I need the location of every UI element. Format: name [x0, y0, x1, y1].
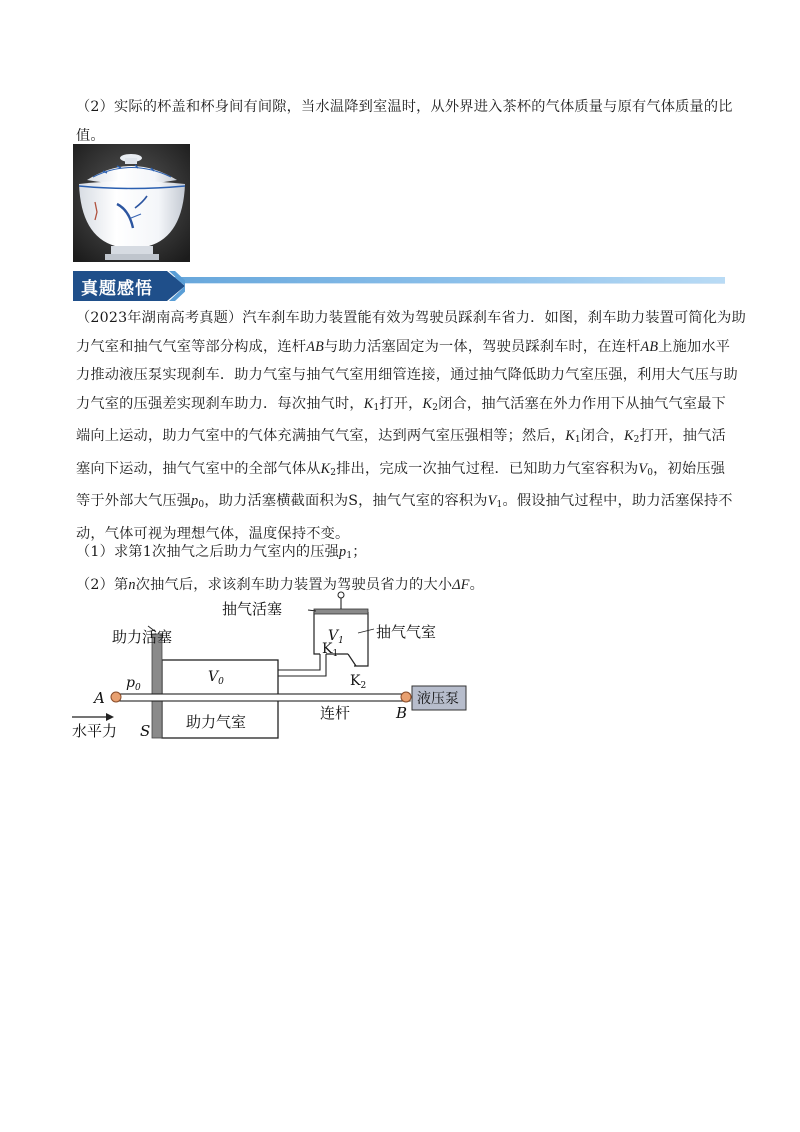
- brake-booster-diagram: [58, 588, 478, 748]
- problem-line: 塞向下运动，抽气气室中的全部气体从$K_2$排出，完成一次抽气过程．已知助力气室容积为$V_0$，初始压强: [76, 460, 726, 478]
- label-booster-chamber: 助力气室: [186, 713, 247, 731]
- problem-line: 力气室的压强差实现刹车助力．每次抽气时，$K_1$打开，$K_2$闭合，抽气活塞在外力作用下从抽气气室最下: [76, 395, 726, 413]
- point-a-ball: [111, 692, 121, 702]
- label-p0-sub: 0: [134, 683, 141, 693]
- problem-line: 端向上运动，助力气室中的气体充满抽气气室，达到两气室压强相等；然后，$K_1$闭合，$K_2$打开，抽气活: [76, 428, 726, 445]
- part2-question-line2: 值。: [76, 127, 105, 144]
- question-2: （2）第n次抽气后，求该刹车助力装置为驾驶员省力的大小ΔF。: [76, 576, 485, 593]
- label-horizontal-force: 水平力: [72, 722, 118, 740]
- force-arrow-head: [106, 713, 114, 721]
- label-booster-piston: 助力活塞: [112, 628, 173, 646]
- label-v0-sub: 0: [218, 677, 224, 687]
- problem-line: （2023年湖南高考真题）汽车刹车助力装置能有效为驾驶员踩刹车省力．如图，刹车助力装置可简化为助: [76, 310, 746, 326]
- problem-statement: [76, 304, 746, 548]
- label-rod: 连杆: [320, 704, 351, 722]
- point-b-ball: [401, 692, 411, 702]
- label-k2: K: [350, 673, 361, 689]
- problem-line: 力气室和抽气气室等部分构成，连杆AB与助力活塞固定为一体，驾驶员踩刹车时，在连杆AB上施加水平: [76, 338, 731, 355]
- header-rule-thin: [173, 283, 725, 284]
- connecting-rod: [120, 694, 410, 701]
- label-p0: p: [126, 675, 135, 691]
- label-v1-sub: 1: [338, 636, 344, 646]
- label-point-b: B: [396, 704, 408, 722]
- label-pump-piston: 抽气活塞: [222, 600, 283, 618]
- connecting-pipe: [278, 654, 326, 676]
- label-k1: K: [322, 641, 333, 657]
- label-k1-sub: 1: [332, 649, 339, 659]
- label-pump-chamber: 抽气气室: [376, 623, 437, 641]
- part2-question: [76, 93, 736, 150]
- label-area-s: S: [140, 722, 151, 740]
- tea-cup-image: [73, 144, 190, 262]
- section-header: [73, 271, 725, 301]
- problem-line: 力推动液压泵实现刹车．助力气室与抽气气室用细管连接，通过抽气降低助力气室压强，利用大气压与助: [76, 367, 738, 383]
- svg-text:V0: [208, 669, 224, 687]
- problem-line: 等于外部大气压强$p_0$，助力活塞横截面积为S，抽气气室的容积为$V_1$。假设抽气过程中，助力活塞保持不: [76, 493, 733, 510]
- label-v0: V: [208, 669, 219, 685]
- label-k2-sub: 2: [360, 681, 367, 691]
- section-title: 真题感悟: [81, 279, 153, 299]
- label-hydraulic-pump: 液压泵: [417, 691, 459, 707]
- label-point-a: A: [94, 689, 105, 707]
- label-v1: V: [328, 628, 339, 644]
- question-1: （1）求第1次抽气之后助力气室内的压强$p_1$；: [76, 544, 367, 561]
- part2-question-line1: （2）实际的杯盖和杯身间有间隙，当水温降到室温时，从外界进入茶杯的气体质量与原有气体质量的比: [76, 99, 733, 115]
- svg-text:p0: [126, 675, 141, 693]
- pump-piston: [314, 609, 368, 614]
- svg-text:K2: [350, 673, 366, 691]
- valve-k2: [348, 654, 356, 666]
- problem-line: 动，气体可视为理想气体，温度保持不变。: [76, 525, 350, 542]
- booster-piston: [152, 634, 162, 738]
